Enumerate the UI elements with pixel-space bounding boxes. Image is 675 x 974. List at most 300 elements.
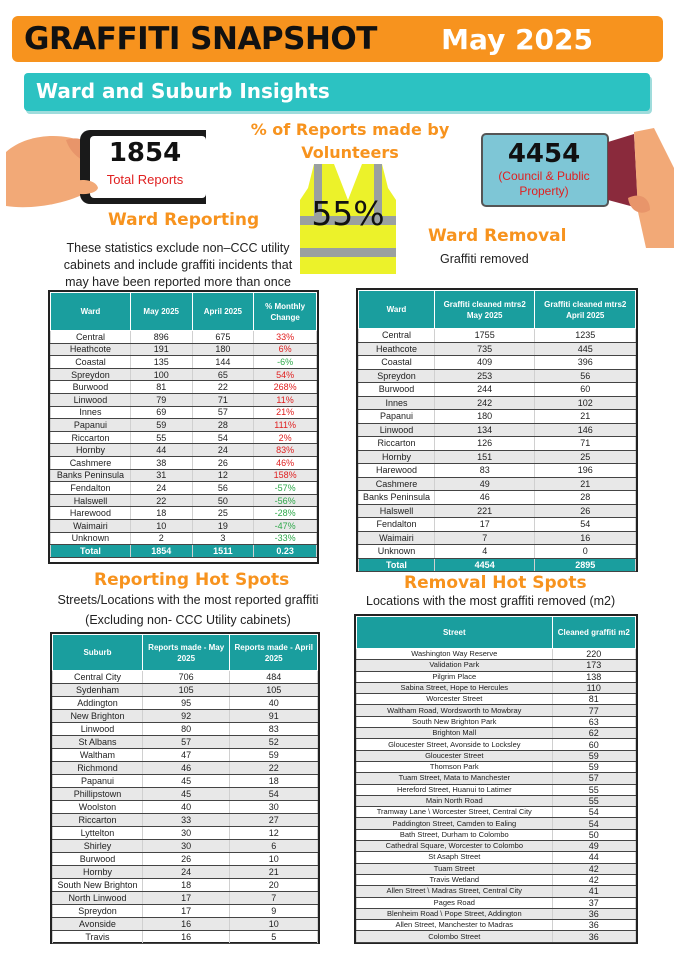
- table-cell: 196: [535, 464, 636, 478]
- table-cell: 10: [130, 519, 192, 532]
- table-cell: 38: [130, 456, 192, 469]
- table-cell: 675: [192, 331, 254, 344]
- ward-reporting-title: Ward Reporting: [108, 210, 260, 230]
- table-cell: 52: [230, 736, 318, 749]
- volunteers-percentage: 55%: [311, 194, 385, 233]
- table-cell: 83: [434, 464, 535, 478]
- table-row: [359, 491, 636, 505]
- table-cell: 22: [230, 762, 318, 775]
- table-cell: 151: [434, 450, 535, 464]
- table-cell: 60: [535, 383, 636, 397]
- table-row: [357, 874, 636, 885]
- table-cell: Innes: [51, 406, 131, 419]
- table-row: [53, 931, 318, 944]
- table-cell: Fendalton: [359, 518, 435, 532]
- table-row: [51, 406, 317, 419]
- table-cell: Riccarton: [51, 431, 131, 444]
- column-header: Graffiti cleaned mtrs2 April 2025: [535, 291, 636, 329]
- column-header: April 2025: [192, 293, 254, 331]
- table-cell: 158%: [254, 469, 317, 482]
- council-property-label: (Council & Public Property): [498, 169, 590, 198]
- table-cell: Colombo Street: [357, 931, 553, 942]
- table-row: [357, 807, 636, 818]
- table-cell: Central: [51, 331, 131, 344]
- table-row: [357, 920, 636, 931]
- table-row: [359, 545, 636, 559]
- report-date: May 2025: [441, 23, 593, 56]
- table-cell: 21%: [254, 406, 317, 419]
- table-cell: Waltham: [53, 749, 143, 762]
- table-cell: 31: [130, 469, 192, 482]
- table-row: [53, 710, 318, 723]
- table-row: [51, 532, 317, 545]
- table-cell: Halswell: [359, 504, 435, 518]
- ward-reporting-table: [50, 292, 317, 558]
- table-cell: 63: [552, 716, 635, 727]
- table-cell: Waltham Road, Wordsworth to Mowbray: [357, 705, 553, 716]
- table-cell: 57: [552, 773, 635, 784]
- table-row: [53, 801, 318, 814]
- table-row: [357, 818, 636, 829]
- table-row: [51, 431, 317, 444]
- table-cell: Travis Wetland: [357, 874, 553, 885]
- table-cell: 26: [142, 853, 230, 866]
- table-cell: 50: [192, 494, 254, 507]
- table-cell: Riccarton: [359, 437, 435, 451]
- column-header: Ward: [51, 293, 131, 331]
- table-row: [359, 329, 636, 343]
- table-cell: Tramway Lane \ Worcester Street, Central City: [357, 807, 553, 818]
- table-cell: Gloucester Street: [357, 750, 553, 761]
- column-header: Cleaned graffiti m2: [552, 617, 635, 649]
- table-cell: 56: [535, 369, 636, 383]
- table-row: [357, 773, 636, 784]
- removal-hotspots-title: Removal Hot Spots: [404, 573, 587, 593]
- table-cell: 105: [142, 684, 230, 697]
- table-row: [53, 723, 318, 736]
- table-row: [357, 705, 636, 716]
- table-cell: Spreydon: [53, 905, 143, 918]
- table-cell: 27: [230, 814, 318, 827]
- table-row: [359, 369, 636, 383]
- table-cell: Banks Peninsula: [359, 491, 435, 505]
- table-cell: 59: [130, 419, 192, 432]
- table-cell: 706: [142, 671, 230, 684]
- total-cell: 1511: [192, 545, 254, 558]
- total-cell: 4454: [434, 558, 535, 572]
- table-cell: Halswell: [51, 494, 131, 507]
- table-row: [53, 684, 318, 697]
- table-row: [357, 694, 636, 705]
- table-row: [53, 840, 318, 853]
- reporting-hotspots-table-frame: [50, 632, 320, 944]
- table-cell: Tuam Street, Mata to Manchester: [357, 773, 553, 784]
- table-row: [357, 931, 636, 942]
- table-cell: 17: [434, 518, 535, 532]
- table-cell: 55: [130, 431, 192, 444]
- table-cell: 105: [230, 684, 318, 697]
- table-cell: 244: [434, 383, 535, 397]
- table-row: [51, 356, 317, 369]
- table-row: [53, 736, 318, 749]
- table-cell: 24: [142, 866, 230, 879]
- table-cell: 36: [552, 920, 635, 931]
- table-row: [51, 482, 317, 495]
- table-cell: 59: [552, 750, 635, 761]
- table-cell: Thomson Park: [357, 761, 553, 772]
- table-cell: 24: [130, 482, 192, 495]
- table-row: [359, 518, 636, 532]
- council-property-value: 4454: [507, 139, 581, 169]
- table-cell: 5: [230, 931, 318, 944]
- table-cell: Bath Street, Durham to Colombo: [357, 829, 553, 840]
- table-row: [51, 331, 317, 344]
- table-cell: 409: [434, 356, 535, 370]
- table-cell: Addington: [53, 697, 143, 710]
- table-row: [53, 671, 318, 684]
- table-row: [53, 853, 318, 866]
- table-cell: 896: [130, 331, 192, 344]
- table-row: [357, 829, 636, 840]
- table-row: [51, 444, 317, 457]
- ward-removal-table-frame: [356, 288, 638, 572]
- table-cell: Papanui: [51, 419, 131, 432]
- table-cell: Riccarton: [53, 814, 143, 827]
- table-cell: 16: [142, 918, 230, 931]
- table-cell: 20: [230, 879, 318, 892]
- table-cell: 484: [230, 671, 318, 684]
- table-row: [359, 410, 636, 424]
- table-cell: 79: [130, 393, 192, 406]
- column-header: % Monthly Change: [254, 293, 317, 331]
- table-cell: Linwood: [359, 423, 435, 437]
- table-row: [357, 784, 636, 795]
- reporting-hotspots-table: [52, 634, 318, 944]
- table-cell: Papanui: [359, 410, 435, 424]
- table-cell: 69: [130, 406, 192, 419]
- table-cell: Tuam Street: [357, 863, 553, 874]
- table-cell: 17: [142, 892, 230, 905]
- total-cell: 1854: [130, 545, 192, 558]
- table-cell: 3: [192, 532, 254, 545]
- table-cell: Harewood: [359, 464, 435, 478]
- table-cell: Waimairi: [359, 531, 435, 545]
- table-cell: 138: [552, 671, 635, 682]
- table-row: [357, 863, 636, 874]
- table-row: [51, 494, 317, 507]
- table-cell: Heathcote: [359, 342, 435, 356]
- table-cell: 54: [552, 818, 635, 829]
- table-cell: Coastal: [51, 356, 131, 369]
- table-cell: Brighton Mall: [357, 728, 553, 739]
- table-cell: 134: [434, 423, 535, 437]
- table-cell: Cashmere: [51, 456, 131, 469]
- removal-hotspots-subtitle: Locations with the most graffiti removed (m2): [366, 594, 616, 608]
- table-cell: 62: [552, 728, 635, 739]
- table-cell: 7: [434, 531, 535, 545]
- table-cell: 30: [142, 840, 230, 853]
- table-cell: Travis: [53, 931, 143, 944]
- table-cell: Fendalton: [51, 482, 131, 495]
- table-cell: 47: [142, 749, 230, 762]
- ward-removal-subtitle: Graffiti removed: [440, 252, 529, 266]
- table-cell: Blenheim Road \ Pope Street, Addington: [357, 908, 553, 919]
- section-title-bar: [24, 73, 650, 111]
- table-cell: 16: [142, 931, 230, 944]
- table-row: [357, 795, 636, 806]
- table-cell: -56%: [254, 494, 317, 507]
- table-cell: South New Brighton Park: [357, 716, 553, 727]
- table-cell: Washington Way Reserve: [357, 649, 553, 660]
- total-row: [359, 558, 636, 572]
- table-cell: Central City: [53, 671, 143, 684]
- table-cell: 0: [535, 545, 636, 559]
- table-cell: 21: [535, 410, 636, 424]
- table-cell: Avonside: [53, 918, 143, 931]
- table-cell: 16: [535, 531, 636, 545]
- table-row: [357, 739, 636, 750]
- table-row: [53, 918, 318, 931]
- table-row: [53, 905, 318, 918]
- table-cell: Validation Park: [357, 660, 553, 671]
- table-cell: 146: [535, 423, 636, 437]
- column-header: Graffiti cleaned mtrs2 May 2025: [434, 291, 535, 329]
- table-cell: Allen Street \ Madras Street, Central City: [357, 886, 553, 897]
- table-cell: Sabina Street, Hope to Hercules: [357, 682, 553, 693]
- table-cell: Hornby: [53, 866, 143, 879]
- table-row: [51, 368, 317, 381]
- table-cell: 191: [130, 343, 192, 356]
- table-row: [359, 437, 636, 451]
- column-header: Suburb: [53, 635, 143, 671]
- table-cell: Hornby: [51, 444, 131, 457]
- table-cell: 49: [434, 477, 535, 491]
- table-cell: St Albans: [53, 736, 143, 749]
- table-row: [357, 716, 636, 727]
- table-cell: 6%: [254, 343, 317, 356]
- table-cell: Unknown: [359, 545, 435, 559]
- table-cell: 1235: [535, 329, 636, 343]
- table-cell: 12: [230, 827, 318, 840]
- table-cell: 57: [142, 736, 230, 749]
- table-cell: 40: [230, 697, 318, 710]
- column-header: Reports made - May 2025: [142, 635, 230, 671]
- table-cell: Spreydon: [359, 369, 435, 383]
- table-cell: 735: [434, 342, 535, 356]
- table-cell: Gloucester Street, Avonside to Locksley: [357, 739, 553, 750]
- table-row: [53, 879, 318, 892]
- table-row: [359, 464, 636, 478]
- total-row: [51, 545, 317, 558]
- table-cell: 65: [192, 368, 254, 381]
- table-cell: 83%: [254, 444, 317, 457]
- table-cell: 126: [434, 437, 535, 451]
- table-cell: 2: [130, 532, 192, 545]
- table-cell: 54: [192, 431, 254, 444]
- table-cell: 80: [142, 723, 230, 736]
- table-row: [53, 892, 318, 905]
- table-cell: Shirley: [53, 840, 143, 853]
- table-cell: Central: [359, 329, 435, 343]
- table-cell: 54%: [254, 368, 317, 381]
- table-row: [359, 356, 636, 370]
- table-row: [357, 750, 636, 761]
- table-cell: 111%: [254, 419, 317, 432]
- table-cell: 2%: [254, 431, 317, 444]
- table-cell: 180: [192, 343, 254, 356]
- table-cell: Unknown: [51, 532, 131, 545]
- table-cell: 55: [552, 795, 635, 806]
- table-cell: 36: [552, 908, 635, 919]
- table-cell: 19: [192, 519, 254, 532]
- table-cell: Burwood: [359, 383, 435, 397]
- table-cell: 18: [142, 879, 230, 892]
- table-row: [53, 775, 318, 788]
- table-cell: 242: [434, 396, 535, 410]
- table-cell: St Asaph Street: [357, 852, 553, 863]
- table-cell: 44: [552, 852, 635, 863]
- table-cell: Waimairi: [51, 519, 131, 532]
- header-banner: [12, 16, 663, 62]
- table-cell: 11%: [254, 393, 317, 406]
- table-cell: Heathcote: [51, 343, 131, 356]
- table-cell: 81: [552, 694, 635, 705]
- table-cell: 253: [434, 369, 535, 383]
- table-row: [359, 396, 636, 410]
- table-cell: 26: [535, 504, 636, 518]
- table-cell: 50: [552, 829, 635, 840]
- table-cell: Hornby: [359, 450, 435, 464]
- table-cell: 54: [535, 518, 636, 532]
- table-cell: 10: [230, 853, 318, 866]
- table-cell: 144: [192, 356, 254, 369]
- table-cell: 22: [130, 494, 192, 507]
- table-row: [357, 897, 636, 908]
- table-cell: Papanui: [53, 775, 143, 788]
- column-header: May 2025: [130, 293, 192, 331]
- table-row: [357, 886, 636, 897]
- column-header: Street: [357, 617, 553, 649]
- table-row: [51, 381, 317, 394]
- table-row: [359, 531, 636, 545]
- table-cell: 6: [230, 840, 318, 853]
- total-cell: Total: [359, 558, 435, 572]
- reporting-hotspots-subtitle2: (Excluding non- CCC Utility cabinets): [85, 613, 291, 627]
- reporting-hotspots-title: Reporting Hot Spots: [94, 570, 290, 590]
- table-cell: -57%: [254, 482, 317, 495]
- table-cell: Innes: [359, 396, 435, 410]
- table-row: [359, 504, 636, 518]
- table-cell: 221: [434, 504, 535, 518]
- total-cell: 0.23: [254, 545, 317, 558]
- table-cell: 59: [552, 761, 635, 772]
- table-cell: 220: [552, 649, 635, 660]
- table-cell: 83: [230, 723, 318, 736]
- section-title: Ward and Suburb Insights: [36, 79, 330, 103]
- table-row: [357, 908, 636, 919]
- table-cell: 56: [192, 482, 254, 495]
- table-row: [53, 749, 318, 762]
- table-cell: 18: [130, 507, 192, 520]
- table-row: [51, 343, 317, 356]
- table-cell: 12: [192, 469, 254, 482]
- table-row: [357, 852, 636, 863]
- table-cell: 46%: [254, 456, 317, 469]
- table-cell: 41: [552, 886, 635, 897]
- table-row: [51, 456, 317, 469]
- column-header: Reports made - April 2025: [230, 635, 318, 671]
- table-cell: Linwood: [53, 723, 143, 736]
- table-cell: 396: [535, 356, 636, 370]
- total-reports-value: 1854: [108, 138, 182, 168]
- table-row: [357, 728, 636, 739]
- table-cell: Hereford Street, Huanui to Latimer: [357, 784, 553, 795]
- table-cell: 77: [552, 705, 635, 716]
- table-cell: 28: [535, 491, 636, 505]
- table-cell: 180: [434, 410, 535, 424]
- table-cell: Lyttelton: [53, 827, 143, 840]
- table-cell: Spreydon: [51, 368, 131, 381]
- table-row: [357, 649, 636, 660]
- table-cell: Paddington Street, Camden to Ealing: [357, 818, 553, 829]
- table-cell: Sydenham: [53, 684, 143, 697]
- table-cell: 18: [230, 775, 318, 788]
- table-row: [53, 762, 318, 775]
- table-cell: 45: [142, 775, 230, 788]
- table-row: [357, 761, 636, 772]
- table-cell: 21: [230, 866, 318, 879]
- table-cell: 30: [230, 801, 318, 814]
- total-reports-label: Total Reports: [106, 172, 184, 187]
- table-cell: Banks Peninsula: [51, 469, 131, 482]
- table-cell: Cathedral Square, Worcester to Colombo: [357, 841, 553, 852]
- ward-removal-title: Ward Removal: [428, 226, 567, 246]
- table-cell: 54: [230, 788, 318, 801]
- table-cell: 268%: [254, 381, 317, 394]
- table-cell: South New Brighton: [53, 879, 143, 892]
- table-cell: 37: [552, 897, 635, 908]
- table-cell: 71: [192, 393, 254, 406]
- table-cell: Pages Road: [357, 897, 553, 908]
- table-cell: 33: [142, 814, 230, 827]
- table-row: [357, 841, 636, 852]
- table-row: [357, 671, 636, 682]
- table-cell: Phillipstown: [53, 788, 143, 801]
- table-cell: 26: [192, 456, 254, 469]
- table-cell: Worcester Street: [357, 694, 553, 705]
- table-cell: -28%: [254, 507, 317, 520]
- table-cell: 17: [142, 905, 230, 918]
- table-row: [359, 423, 636, 437]
- table-cell: 173: [552, 660, 635, 671]
- table-cell: Pilgrim Place: [357, 671, 553, 682]
- table-cell: 36: [552, 931, 635, 942]
- ward-removal-table: [358, 290, 636, 572]
- table-cell: 46: [142, 762, 230, 775]
- removal-hotspots-table: [356, 616, 636, 943]
- table-cell: 91: [230, 710, 318, 723]
- table-cell: 60: [552, 739, 635, 750]
- table-cell: Burwood: [53, 853, 143, 866]
- table-cell: 42: [552, 874, 635, 885]
- table-cell: 71: [535, 437, 636, 451]
- table-cell: 49: [552, 841, 635, 852]
- table-cell: 95: [142, 697, 230, 710]
- table-cell: Main North Road: [357, 795, 553, 806]
- table-cell: 1755: [434, 329, 535, 343]
- table-cell: 102: [535, 396, 636, 410]
- table-cell: -47%: [254, 519, 317, 532]
